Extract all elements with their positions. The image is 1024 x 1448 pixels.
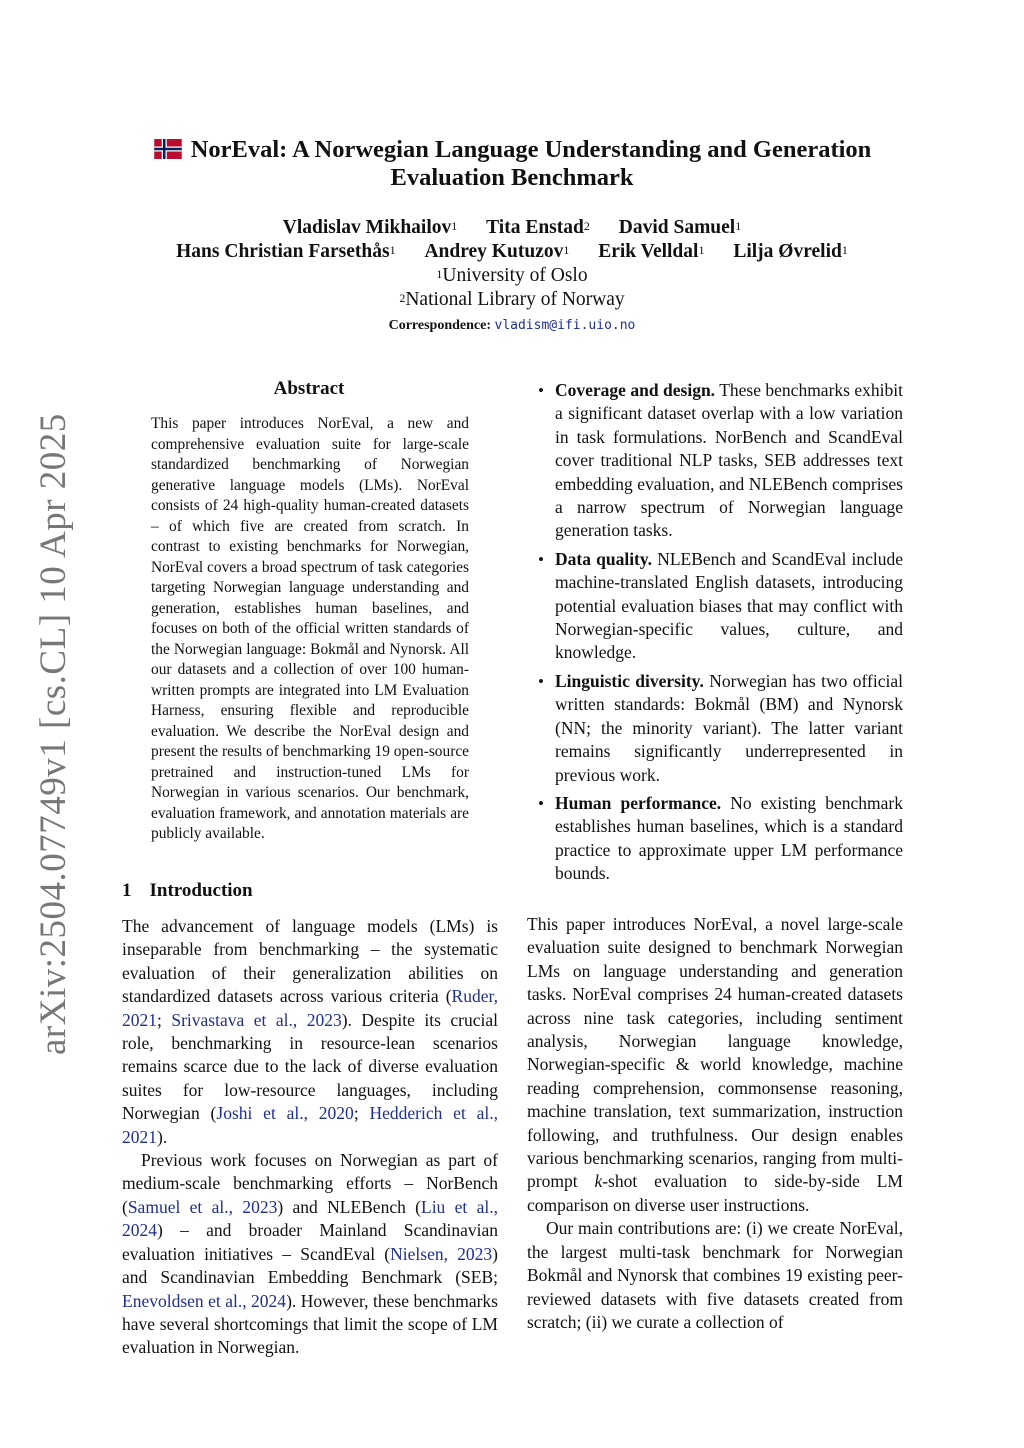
abstract-text: This paper introduces NorEval, a new and comprehensive evaluation suite for large-scale standardized benchmarking of Norwegian generative language models (LMs). NorEval consists of 24 high-quality human-created datasets – of which five are created from scratch. In contrast to existing benchmarks for Norwegian, NorEval covers a broad spectrum of task categories targeting Norwegian language understanding and generation, establishes human baselines, and focuses on both of the official written standards of the Norwegian language: Bokmål and Nynorsk. All our datasets and a collection of over 100 human-written prompts are integrated into LM Evaluation Harness, ensuring flexible and reproducible evaluation. We describe the NorEval design and present the results of benchmarking 19 open-source pretrained and instruction-tuned LMs for Norwegian in various scenarios. Our benchmark, evaluation framework, and annotation materials are publicly available. (151, 415, 469, 842)
title-line-1: NorEval: A Norwegian Language Understanding and Generation (190, 136, 872, 163)
author-name: Erik Velldal$^1$ (598, 241, 705, 262)
list-item: • Data quality. NLEBench and ScandEval include machine-translated English datasets, introducing potential evaluation biases that may conflict with Norwegian-specific values, culture, and knowledge. (532, 548, 903, 665)
title-line-2: Evaluation Benchmark (390, 164, 634, 191)
affiliation: $^1$University of Oslo (436, 265, 588, 286)
citation-link[interactable]: Hedderich et al., 2021 (122, 1103, 498, 1147)
author-name: Andrey Kutuzov$^1$ (424, 241, 570, 262)
authors-line-1 (120, 216, 904, 240)
norway-flag-icon (153, 139, 183, 159)
intro-paragraph-1: The advancement of language models (LMs) is inseparable from benchmarking – the systematic evaluation of their generalization abilities on standardized datasets across various criteria (Ruder, 2021; Srivastava et al., 2023). Despite its crucial role, benchmarking in resource-lean scenarios remains scarce due to the lack of diverse evaluation suites for low-resource languages, including Norwegian (Joshi et al., 2020; Hedderich et al., 2021). (122, 916, 498, 1147)
affiliation: $^2$National Library of Norway (399, 289, 625, 310)
author-name: Tita Enstad$^2$ (486, 217, 590, 238)
correspondence-email-link[interactable]: vladism@ifi.uio.no (494, 318, 636, 333)
citation-link[interactable]: Srivastava et al., 2023 (171, 1009, 342, 1030)
section-heading-introduction: 1 Introduction (122, 880, 253, 901)
citation-link[interactable]: Ruder, 2021 (122, 986, 498, 1030)
citation-link[interactable]: Enevoldsen et al., 2024 (122, 1290, 287, 1311)
intro-paragraph-2: Previous work focuses on Norwegian as part of medium-scale benchmarking efforts – NorBench (Samuel et al., 2023) and NLEBench (Liu et al., 2024) – and broader Mainland Scandinavian evaluation initiatives – ScandEval (Nielsen, 2023) and Scandinavian Embedding Benchmark (SEB; Enevoldsen et al., 2024). However, these benchmarks have several shortcomings that limit the scope of LM evaluation in Norwegian. (122, 1150, 498, 1358)
authors-line-2 (120, 240, 904, 264)
author-name: Hans Christian Farsethås$^1$ (176, 241, 396, 262)
arxiv-sidebar-id: arXiv:2504.07749v1 [cs.CL] 10 Apr 2025 (33, 413, 74, 1055)
citation-link[interactable]: Nielsen, 2023 (390, 1243, 493, 1264)
list-item: • Linguistic diversity. Norwegian has two official written standards: Bokmål (BM) and Nynorsk (NN; the minority variant). The latter variant remains significantly underrepresented in previous work. (532, 670, 903, 787)
shortcomings-list (532, 379, 903, 891)
author-block (120, 216, 904, 338)
list-item: • Human performance. No existing benchmark establishes human baselines, which is a standard practice to approximate upper LM performance bounds. (532, 792, 903, 886)
correspondence: Correspondence: vladism@ifi.uio.no (388, 318, 636, 333)
author-name: Vladislav Mikhailov$^1$ (282, 217, 458, 238)
paper-title (120, 136, 904, 192)
list-item: • Coverage and design. These benchmarks exhibit a significant dataset overlap with a low variation in task formulations. NorBench and ScandEval cover traditional NLP tasks, SEB addresses text embedding evaluation, and NLEBench comprises a narrow spectrum of Norwegian language generation tasks. (532, 379, 903, 543)
citation-link[interactable]: Liu et al., 2024 (122, 1196, 498, 1241)
intro-paragraph-4: Our main contributions are: (i) we create NorEval, the largest multi-task benchmark for Norwegian Bokmål and Nynorsk that combines 19 existing peer-reviewed datasets with five datasets created from scratch; (ii) we curate a collection of (527, 1218, 903, 1332)
citation-link[interactable]: Joshi et al., 2020 (216, 1103, 354, 1124)
citation-link[interactable]: Samuel et al., 2023 (127, 1196, 278, 1217)
intro-paragraph-3: This paper introduces NorEval, a novel large-scale evaluation suite designed to benchmark Norwegian LMs on language understanding and generation tasks. NorEval comprises 24 human-created datasets across nine task categories, including sentiment analysis, Norwegian language knowledge, Norwegian-specific & world knowledge, machine reading comprehension, commonsense reasoning, machine translation, text summarization, instruction following, and truthfulness. Our design enables various benchmarking scenarios, ranging from multi-prompt k-shot evaluation to side-by-side LM comparison on diverse user instructions. (527, 914, 903, 1215)
author-name: Lilja Øvrelid$^1$ (733, 241, 848, 262)
intro-left-column (122, 915, 498, 1360)
intro-right-column (527, 913, 903, 1334)
author-name: David Samuel$^1$ (618, 217, 742, 238)
abstract-heading: Abstract (273, 378, 345, 399)
